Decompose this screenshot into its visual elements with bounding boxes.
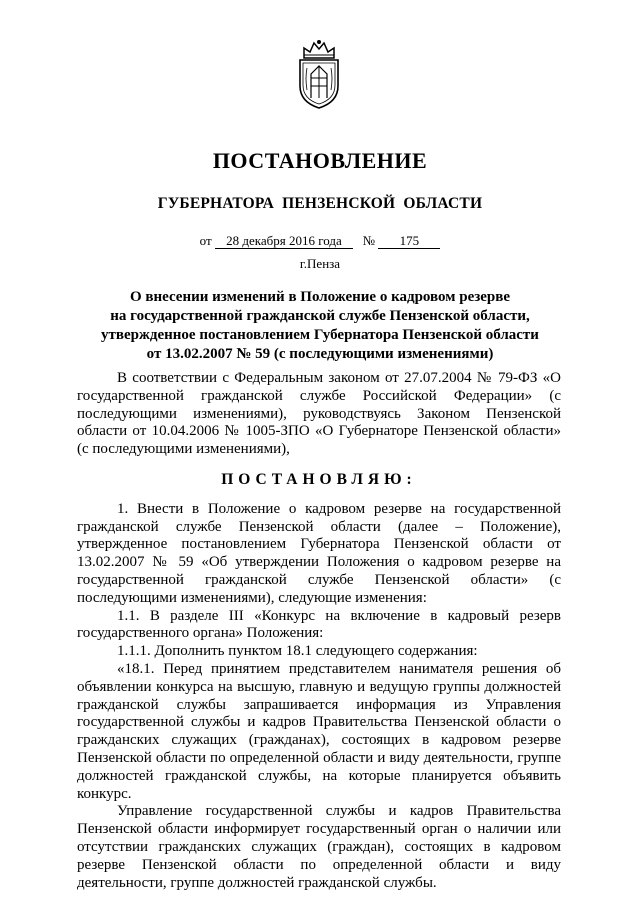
body-paragraph: Управление государственной службы и кадров Правительства Пензенской области информирует государственный орган о наличии или отсутствии гражданских служащих (граждан), состоящих в кадровом резерве Пензенской области по определенной области и виду деятельности, группе должностей гражданской службы. [77, 803, 561, 891]
number-prefix: № [362, 233, 376, 248]
document-title: ПОСТАНОВЛЕНИЕ [212, 148, 428, 173]
body-paragraph: 1. Внести в Положение о кадровом резерве на государственной гражданской службе Пензенской области (далее – Положение), утвержденное постановлением Губернатора Пензенской области от 13.02.2007 № 59 «Об утверждении Положения о кадровом резерве на государственной гражданской службе Пензенской области» (с последующими изменениями), следующие изменения: [77, 500, 561, 606]
heading-line: от 13.02.2007 № 59 (с последующими изменениями) [146, 346, 494, 362]
heading-line: О внесении изменений в Положение о кадровом резерве [129, 289, 511, 305]
preamble-paragraph: В соответствии с Федеральным законом от 27.07.2004 № 79-ФЗ «О государственной гражданской службе Российской Федерации» (с последующими изменениями), руководствуясь Законом Пензенской области от 10.04.2006 № 1005-ЗПО «О Губернаторе Пензенской области» (с последующими изменениями), [77, 370, 561, 458]
document-body [77, 370, 561, 892]
date-prefix: от [199, 233, 212, 248]
body-paragraph: 1.1.1. Дополнить пунктом 18.1 следующего содержания: [117, 643, 478, 660]
document-number: 175 [378, 234, 440, 249]
heading-line: на государственной гражданской службе Пензенской области, [110, 308, 530, 324]
body-paragraph: «18.1. Перед принятием представителем нанимателя решения об объявлении конкурса на высшую, главную и ведущую группы должностей гражданской службы запрашивается информация из Управления государственной службы и кадров Правительства Пензенской области о гражданских служащих (гражданах), состоящих в кадровом резерве Пензенской области по определенной области и виду деятельности, группе должностей гражданской службы, на которые планируется объявить конкурс. [77, 660, 561, 802]
document-heading [70, 288, 570, 364]
heading-line: утвержденное постановлением Губернатора Пензенской области [101, 327, 539, 343]
document-subtitle: ГУБЕРНАТОРА ПЕНЗЕНСКОЙ ОБЛАСТИ [157, 195, 483, 212]
document-city: г.Пенза [299, 256, 341, 271]
date-number-line [0, 233, 640, 249]
document-date: 28 декабря 2016 года [215, 234, 353, 249]
coat-of-arms-icon [290, 38, 348, 110]
body-paragraph: 1.1. В разделе III «Конкурс на включение в кадровый резерв государственного органа» Положения: [77, 607, 561, 642]
decree-word: ПОСТАНОВЛЯЮ: [221, 470, 417, 488]
